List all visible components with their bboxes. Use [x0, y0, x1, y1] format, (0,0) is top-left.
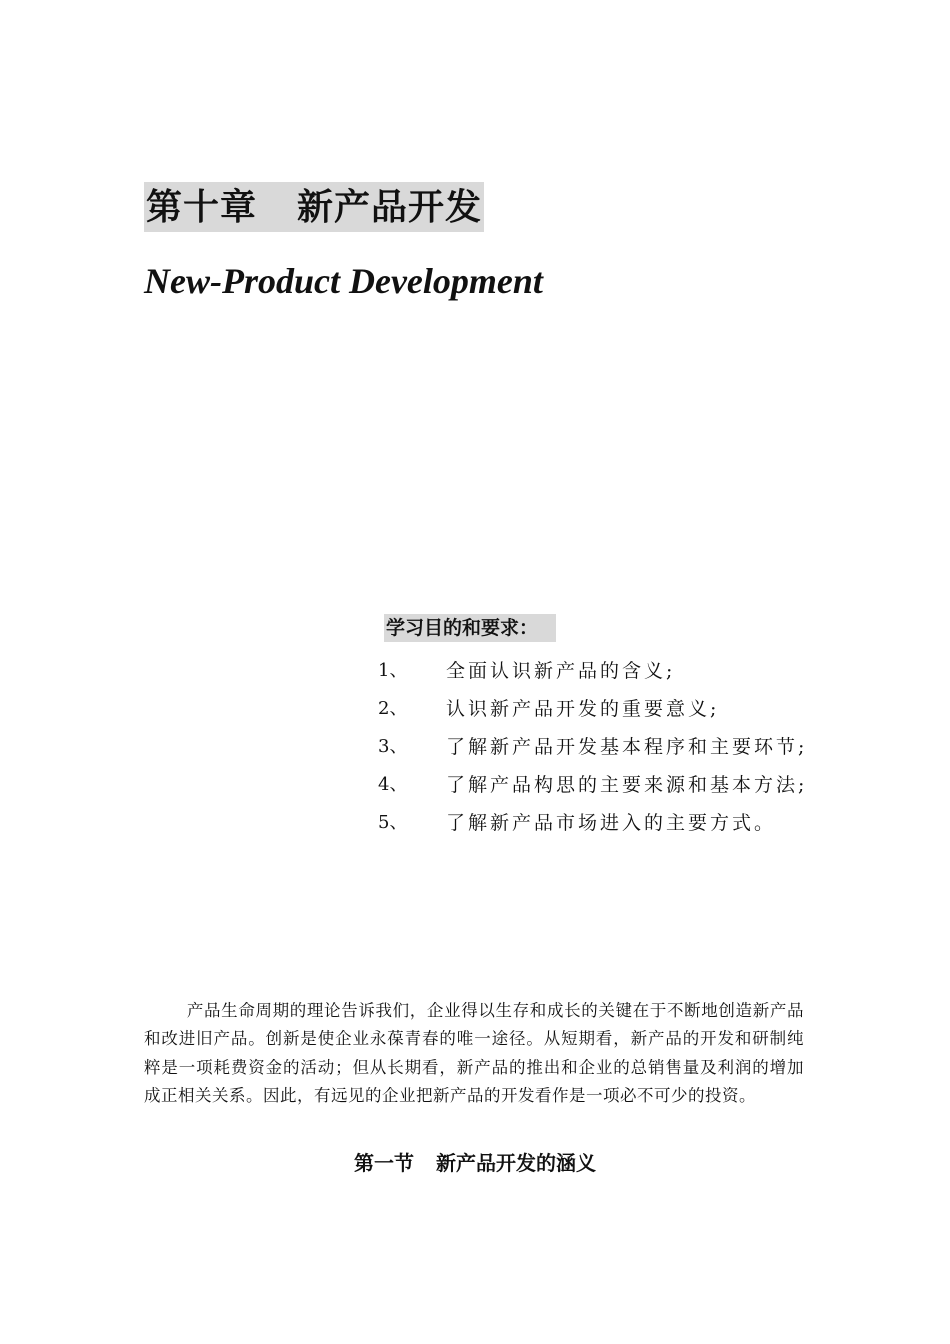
objective-text: 了解新产品开发基本程序和主要环节;	[446, 735, 808, 758]
chapter-name: 新产品开发	[297, 186, 483, 228]
objective-item	[378, 688, 828, 726]
section-title	[0, 1148, 950, 1178]
section-number: 第一节	[354, 1151, 414, 1175]
objective-item	[378, 802, 828, 840]
chapter-number: 第十章	[146, 186, 258, 228]
objectives-heading: 学习目的和要求：	[384, 614, 556, 642]
learning-objectives	[378, 614, 828, 840]
objective-item	[378, 726, 828, 764]
objective-number: 3、	[378, 736, 408, 757]
objective-number: 5、	[378, 812, 408, 833]
objective-text: 了解产品构思的主要来源和基本方法;	[446, 773, 808, 796]
chapter-title	[144, 182, 484, 232]
objective-number: 4、	[378, 774, 408, 795]
objective-item	[378, 764, 828, 802]
section-name: 新产品开发的涵义	[436, 1151, 596, 1175]
objective-text: 了解新产品市场进入的主要方式。	[446, 811, 777, 834]
objective-text: 认识新产品开发的重要意义;	[446, 697, 720, 720]
intro-paragraph: 产品生命周期的理论告诉我们，企业得以生存和成长的关键在于不断地创造新产品和改进旧产品。创新是使企业永葆青春的唯一途径。从短期看，新产品的开发和研制纯粹是一项耗费资金的活动；但从长期看，新产品的推出和企业的总销售量及利润的增加成正相关关系。因此，有远见的企业把新产品的开发看作是一项必不可少的投资。	[144, 1000, 804, 1105]
objective-text: 全面认识新产品的含义;	[446, 659, 676, 682]
objectives-list	[378, 650, 828, 840]
objective-item	[378, 650, 828, 688]
english-title: New-Product Development	[144, 261, 543, 301]
objective-number: 2、	[378, 698, 408, 719]
objective-number: 1、	[378, 660, 408, 681]
